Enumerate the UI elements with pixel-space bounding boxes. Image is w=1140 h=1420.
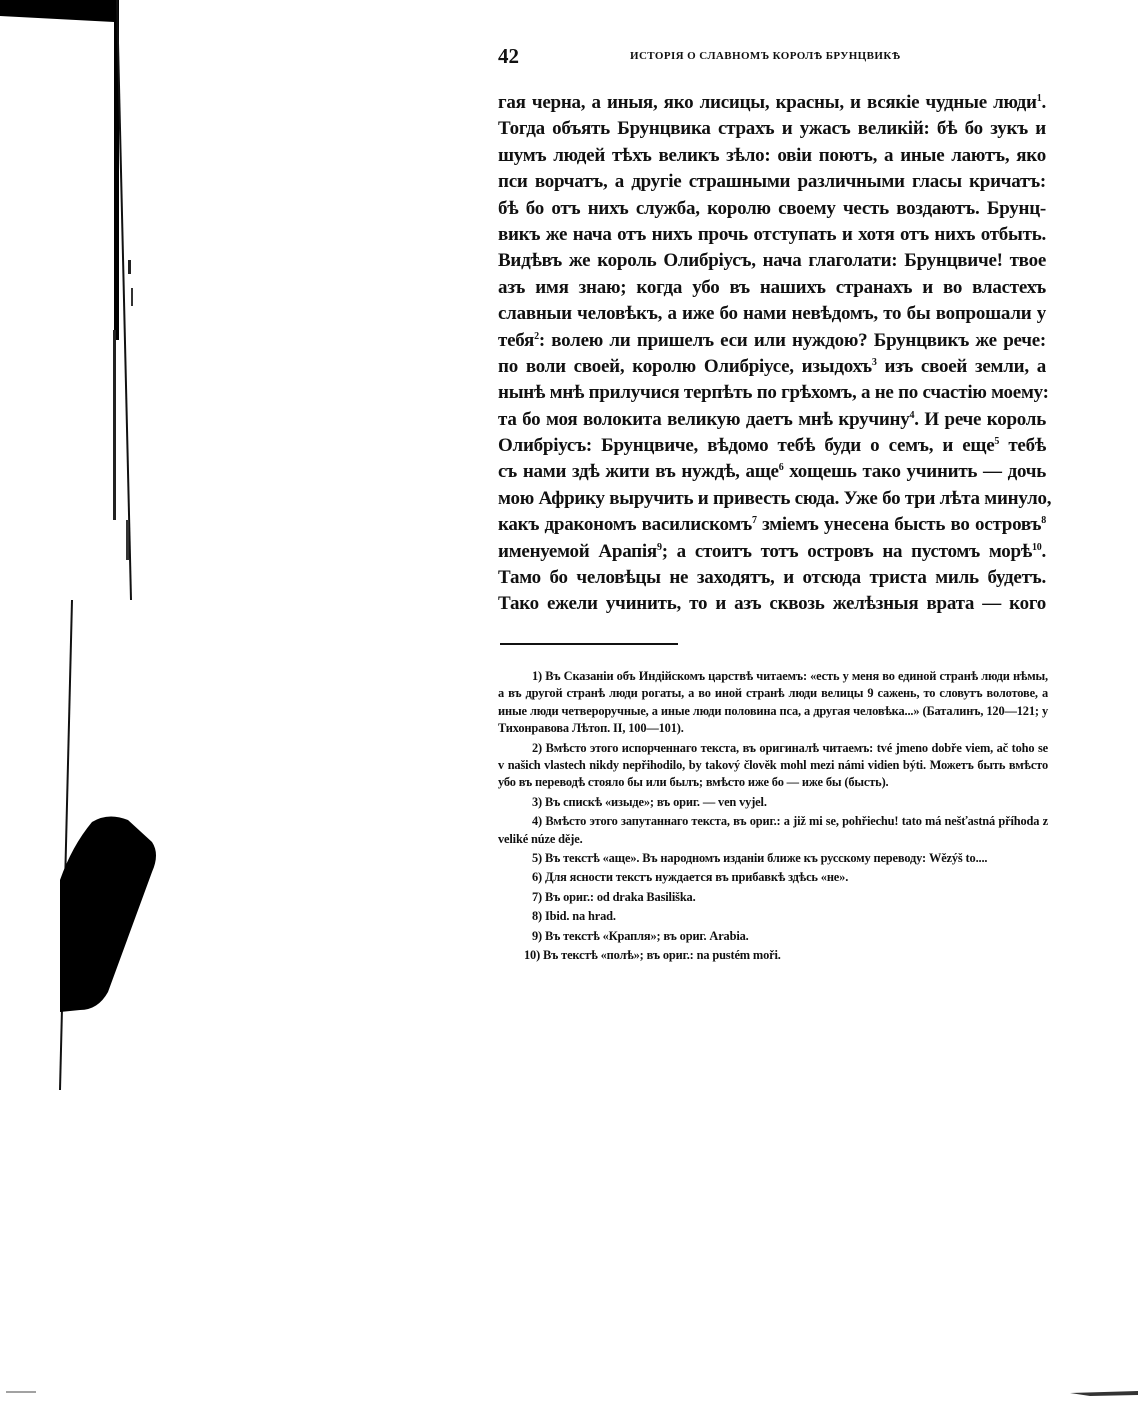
footnote-7: 7) Въ ориг.: od draka Basiliška. [532,889,696,904]
binding-edge-line-lower [113,330,116,520]
footnote-mark: 3 [871,356,877,368]
corner-mark [1070,1391,1138,1396]
binding-edge-thin [117,0,131,600]
footnote-rule [500,643,678,645]
text-line: какъ дракономъ василискомъ$^7$ зміемъ унесена бысть во островъ$^8$ [498,514,1046,536]
text-line: по воли своей, королю Олибріусе, изыдохъ$^3$ изъ своей земли, а [498,355,1046,377]
thumb-shadow-blob [60,816,156,1012]
footnote-mark: 6 [778,462,784,474]
edge-speck [131,288,133,306]
footnote-mark: 8 [1041,515,1046,527]
text-line: мою Африку выручить и привесть сюда. Уже бо три лѣта минуло, [498,487,1052,509]
text-line: Тогда объять Брунцвика страхъ и ужасъ великій: бѣ бо зукъ и [498,118,1046,140]
binding-edge-thin-lower [60,600,72,1090]
footnote-mark: 9 [656,541,662,553]
text-line: именуемой Арапія$^9$; а стоитъ тотъ островъ на пустомъ морѣ$^{10}$. [498,540,1046,562]
edge-speck [126,520,129,560]
footnote-mark: 5 [994,436,1000,448]
text-line: Тако ежели учинить, то и азъ сквозь желѣзныя врата — кого [498,593,1046,615]
text-line: бѣ бо отъ нихъ служба, королю своему честь воздаютъ. Брунц- [498,197,1046,219]
text-line: славныи человѣкъ, а иже бо нами невѣдомъ, то бы вопрошали у [498,303,1046,325]
page-number: 42 [498,44,519,68]
footnotes [498,668,1048,967]
footnote-9: 9) Въ текстѣ «Крапля»; въ ориг. Arabia. [532,928,749,943]
text-line: Видѣвъ же король Олибріусъ, нача глаголати: Брунцвиче! твое [498,250,1046,272]
edge-speck [128,260,131,274]
footnote-mark: 10 [1032,541,1042,553]
footnote-1: 1) Въ Сказаніи объ Индійскомъ царствѣ читаемъ: «есть у меня во единой странѣ люди нѣмы, а въ другой странѣ люди рогаты, а во иной странѣ люди велицы 9 сажень, то словутъ волотове, а иные люди четвероручные, а иные люди половина пса, а другая человѣка...» (Баталинъ, 120—121; у Тихонравова Лѣтоп. II, 100—101). [498,669,1048,736]
text-line: тебя$^2$: волею ли пришелъ еси или нуждою? Брунцвикъ же рече: [498,329,1046,351]
footnote-2: 2) Вмѣсто этого испорченнаго текста, въ оригиналѣ читаемъ: tvé jmeno dobře viem, ač toho se v našich vlastech nikdy nepřihodilo, by takový člověk mohl mezi námi vidien býti. Можетъ быть вмѣсто убо въ переводѣ стояло бы или былъ; вмѣсто иже бо — иже бы (бысть). [498,740,1048,790]
text-line: викъ же нача отъ нихъ прочь отступать и хотя отъ нихъ отбыть. [498,223,1046,245]
footnote-mark: 1 [1036,93,1042,104]
running-title: ИСТОРІЯ О СЛАВНОМЪ КОРОЛѢ БРУНЦВИКѢ [630,50,901,62]
footnote-3: 3) Въ спискѣ «изыде»; въ ориг. — ven vyjel. [532,794,767,809]
footnote-mark: 7 [751,515,757,527]
text-line: Тамо бо человѣцы не заходятъ, и отсюда триста миль будетъ. [498,567,1046,589]
footnote-10: 10) Въ текстѣ «полѣ»; въ ориг.: na pustém moři. [524,948,781,963]
binding-edge-shadow [0,0,118,22]
text-line: гая черна, а иныя, яко лисицы, красны, и всякіе чудные люди$^1$. [498,92,1046,113]
running-header [498,44,1046,70]
text-line: пси ворчатъ, а другіе страшными различными гласы кричатъ: [498,171,1046,193]
footnote-6: 6) Для ясности текстъ нуждается въ прибавкѣ здѣсь «не». [532,870,849,885]
footnote-mark: 2 [534,330,539,342]
text-line: азъ имя знаю; когда убо въ нашихъ странахъ и во властехъ [498,276,1046,298]
text-line: шумъ людей тѣхъ великъ зѣло: овіи поютъ, а иные лаютъ, яко [498,144,1046,166]
footnote-mark: 4 [909,409,915,421]
main-text [498,90,1052,618]
text-line: Олибріусъ: Брунцвиче, вѣдомо тебѣ буди о семъ, и еще$^5$ тебѣ [498,435,1046,457]
footnote-5: 5) Въ текстѣ «аще». Въ народномъ изданіи ближе къ русскому переводу: Wězýš to.... [532,851,988,866]
text-line: нынѣ мнѣ прилучися терпѣть по грѣхомъ, а не по счастію моему: [498,382,1049,404]
footnote-4: 4) Вмѣсто этого запутаннаго текста, въ ориг.: a již mi se, pohřiechu! tato má nešťastná příhoda z veliké núze děje. [498,814,1048,846]
text-line: та бо моя волокита великую даетъ мнѣ кручину$^4$. И рече король [498,408,1046,430]
text-line: съ нами здѣ жити въ нуждѣ, аще$^6$ хощешь тако учинить — дочь [498,461,1047,483]
footnote-8: 8) Ibid. na hrad. [532,909,616,924]
